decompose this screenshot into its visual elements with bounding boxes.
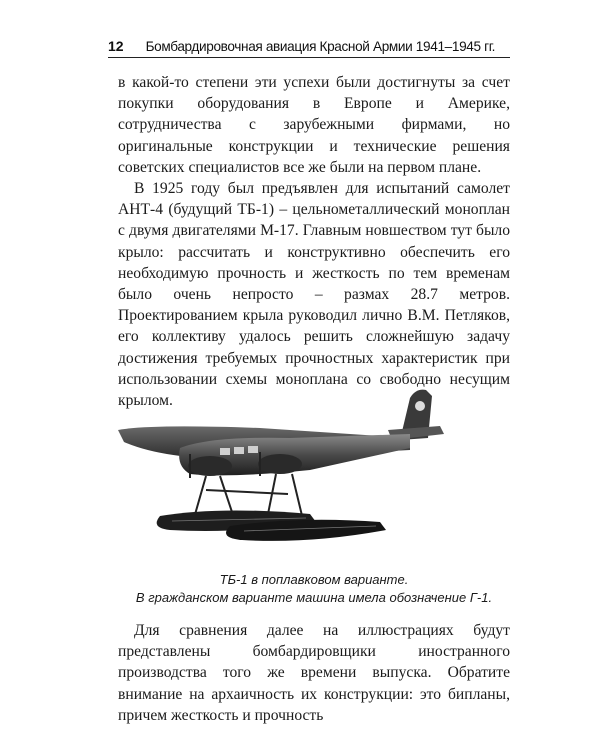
caption-line-2: В гражданском варианте машина имела обозначение Г-1.: [135, 589, 493, 605]
paragraph-text: В 1925 году был предъявлен для испытаний самолет АНТ-4 (будущий ТБ-1) – цельнометаллический моноплан с двумя двигателями М-17. Главным новшеством тут было крыло: рассчитать и конструктивно обеспечить его необходимую прочность и жесткость по тем временам было очень непросто – размах 28.7 метров. Проектированием крыла руководил лично В.М. Петляков, его коллективу удалось решить сложнейшую задачу достижения требуемых прочностных характеристик при использовании схемы моноплана со свободно несущим крылом.: [118, 180, 510, 410]
engine-right: [258, 454, 302, 474]
paragraph-text: в какой-то степени эти успехи были достигнуты за счет покупки оборудования в Европе и Америке, сотрудничества с зарубежными фирмами, но оригинальные конструкции и технические решения советских специалистов все же были на первом плане.: [118, 74, 510, 176]
paragraph-text: Для сравнения далее на иллюстрациях будут представлены бомбардировщики иностранного производства того же времени выпуска. Обратите внимание на архаичность их конструкции: это бипланы, причем жесткость и прочность: [118, 622, 510, 724]
engine-left: [188, 456, 232, 476]
paragraph-3: [118, 620, 510, 726]
running-title: Бомбардировочная авиация Красной Армии 1941–1945 гг.: [145, 39, 496, 54]
running-header: [108, 38, 510, 58]
paragraph-1: [118, 72, 510, 178]
tail-emblem: [415, 401, 425, 411]
page-number: 12: [108, 38, 124, 54]
caption-line-1: ТБ-1 в поплавковом варианте.: [219, 572, 409, 587]
paragraph-2: [118, 178, 510, 411]
tb1-seaplane-photo: [110, 378, 500, 558]
figure-caption: [108, 571, 520, 606]
